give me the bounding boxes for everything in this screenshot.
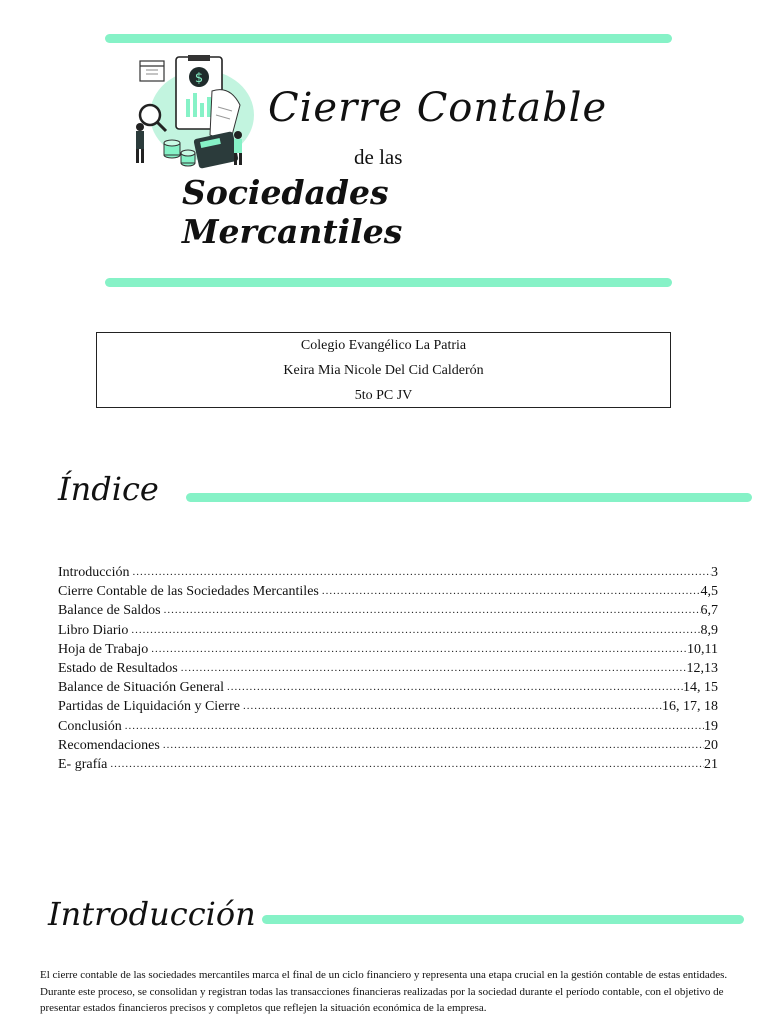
toc-entry-page: 16, 17, 18 [662,699,718,715]
toc-entry-page: 19 [704,718,718,734]
cover-title-line3: Sociedades Mercantiles [182,173,403,251]
toc-entry-title: Hoja de Trabajo [58,641,149,657]
toc-entry-title: E- grafía [58,756,108,772]
index-heading: Índice [58,470,159,508]
toc-entry[interactable] [58,697,718,716]
toc-dot-leader [130,563,711,582]
svg-text:$: $ [194,71,204,86]
toc-entry-title: Recomendaciones [58,737,160,753]
toc-entry[interactable] [58,621,718,640]
toc-entry-title: Balance de Situación General [58,680,224,696]
toc-entry-page: 21 [704,756,718,772]
student-name: Keira Mia Nicole Del Cid Calderón [283,363,484,378]
toc-entry-title: Introducción [58,565,130,580]
toc-entry[interactable] [58,755,718,774]
toc-entry-page: 12,13 [686,660,718,676]
toc-entry[interactable] [58,736,718,755]
toc-entry[interactable] [58,582,718,601]
toc-entry-title: Partidas de Liquidación y Cierre [58,699,240,715]
toc-dot-leader [161,601,701,620]
top-accent-bar [105,34,672,43]
index-heading-bar [186,493,752,502]
toc-entry-title: Cierre Contable de las Sociedades Mercantiles [58,584,319,600]
toc-dot-leader [224,678,683,697]
introduction-heading: Introducción [48,895,256,933]
toc-dot-leader [128,621,700,640]
grade-label: 5to PC JV [354,388,413,403]
toc-entry[interactable] [58,659,718,678]
toc-entry-page: 10,11 [687,641,718,657]
student-info-box [96,332,671,408]
introduction-paragraph: El cierre contable de las sociedades mercantiles marca el final de un ciclo financiero y representa una etapa crucial en la gestión contable de estas entidades. Durante este proceso, se consolidan y registran todas las transacciones financieras realizadas por la sociedad durante el período contable, con el objetivo de presentar estados financieros precisos y completos que reflejen la situación económica de la empresa. [40,969,728,1014]
toc-entry[interactable] [58,717,718,736]
person-right [234,131,242,165]
accounting-illustration [130,55,260,175]
toc-entry-page: 20 [704,737,718,753]
toc-entry-page: 6,7 [700,603,718,619]
toc-entry-page: 4,5 [700,584,718,600]
cover-title-line1: Cierre Contable [268,85,608,131]
toc-dot-leader [122,717,704,736]
toc-entry-title: Conclusión [58,718,122,734]
table-of-contents [58,563,718,774]
school-name: Colegio Evangélico La Patria [300,338,467,353]
toc-entry-title: Estado de Resultados [58,660,178,676]
toc-entry[interactable] [58,640,718,659]
toc-entry[interactable] [58,563,718,582]
cover-title-line2: de las [354,145,403,169]
toc-dot-leader [319,582,701,601]
toc-entry-title: Libro Diario [58,622,129,638]
toc-dot-leader [178,659,687,678]
cover-title-block [130,55,610,251]
bottom-accent-bar [105,278,672,287]
toc-entry-page: 8,9 [700,622,718,638]
calendar-icon [140,61,164,81]
toc-dot-leader [148,640,687,659]
toc-entry-title: Balance de Saldos [58,603,161,619]
toc-entry-page: 14, 15 [683,680,718,696]
toc-entry[interactable] [58,678,718,697]
toc-dot-leader [240,697,662,716]
toc-entry[interactable] [58,601,718,620]
person-left [136,123,144,163]
toc-dot-leader [107,755,704,774]
toc-entry-page: 3 [711,565,718,580]
toc-dot-leader [160,736,704,755]
introduction-heading-bar [262,915,744,924]
